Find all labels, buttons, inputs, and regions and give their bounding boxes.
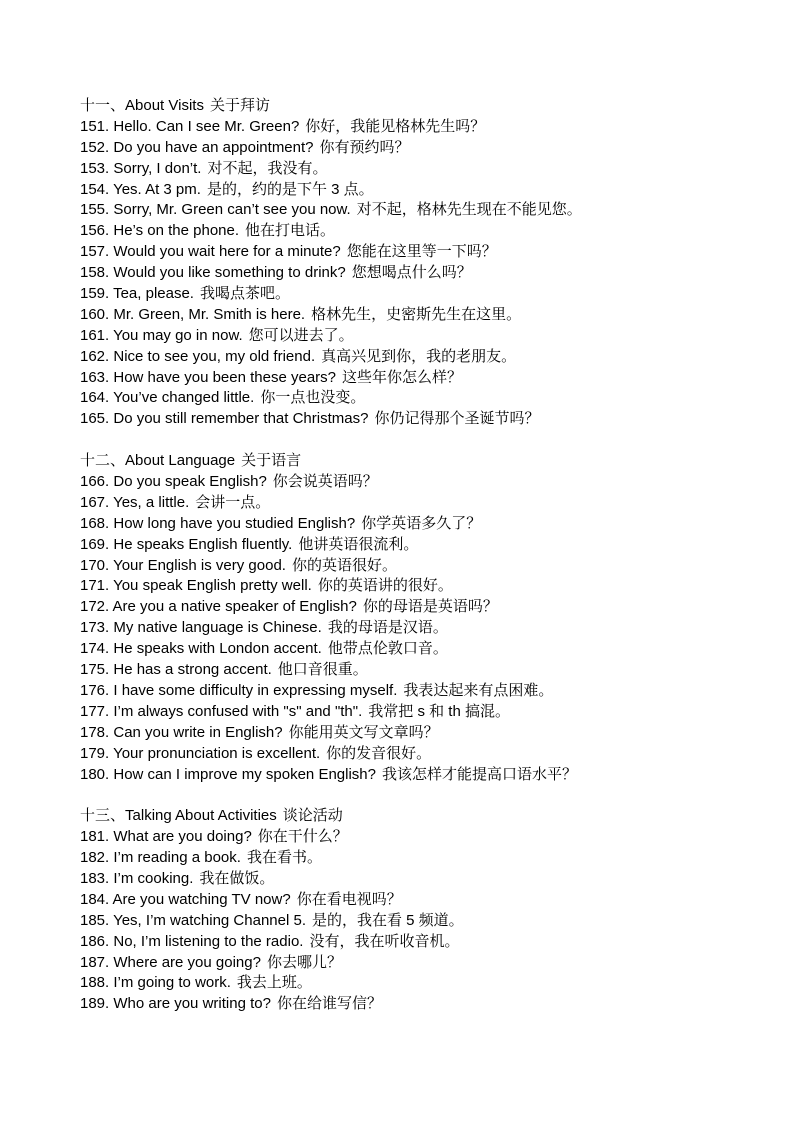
phrase-chinese: 您可以进去了。 (248, 326, 354, 344)
section-heading-english: About Visits (125, 97, 204, 114)
phrase-line (80, 263, 780, 284)
phrase-line (80, 117, 780, 138)
phrase-chinese: 你一点也没变。 (260, 389, 366, 407)
phrase-line (80, 305, 780, 326)
phrase-english: 181. What are you doing? (80, 828, 252, 846)
phrase-english: 159. Tea, please. (80, 285, 194, 303)
section-heading-english: Talking About Activities (125, 807, 277, 825)
phrase-line (80, 827, 780, 848)
phrase-line (80, 472, 780, 493)
phrase-line (80, 347, 780, 368)
phrase-line (80, 535, 780, 556)
document-body (80, 96, 780, 1015)
phrase-english: 186. No, I’m listening to the radio. (80, 932, 304, 950)
phrase-chinese: 没有，我在听收音机。 (309, 932, 460, 950)
phrase-chinese: 你学英语多久了？ (361, 514, 482, 532)
phrase-line (80, 681, 780, 702)
phrase-line (80, 848, 780, 869)
phrase-chinese: 格林先生，史密斯先生在这里。 (311, 305, 522, 323)
phrase-english: 185. Yes, I’m watching Channel 5. (80, 911, 306, 929)
phrase-line (80, 932, 780, 953)
phrase-english: 170. Your English is very good. (80, 556, 286, 574)
phrase-line (80, 221, 780, 242)
phrase-english: 180. How can I improve my spoken English? (80, 765, 376, 783)
phrase-line (80, 576, 780, 597)
phrase-chinese: 真高兴见到你，我的老朋友。 (321, 347, 517, 365)
phrase-line (80, 326, 780, 347)
phrase-english: 151. Hello. Can I see Mr. Green? (80, 117, 300, 135)
phrase-chinese: 我喝点茶吧。 (199, 285, 290, 303)
phrase-english: 183. I’m cooking. (80, 869, 194, 887)
phrase-chinese: 你的英语讲的很好。 (317, 577, 453, 595)
phrase-line (80, 911, 780, 932)
phrase-line (80, 159, 780, 180)
phrase-english: 187. Where are you going? (80, 953, 261, 971)
phrase-line (80, 953, 780, 974)
phrase-chinese: 我常把 s 和 th 搞混。 (368, 702, 510, 720)
section (80, 451, 780, 785)
phrase-english: 169. He speaks English fluently. (80, 535, 293, 553)
phrase-chinese: 你能用英文写文章吗？ (288, 723, 439, 741)
phrase-chinese: 你去哪儿？ (266, 953, 342, 971)
phrase-chinese: 是的，约的是下午 3 点。 (206, 180, 374, 198)
phrase-chinese: 是的，我在看 5 频道。 (311, 911, 464, 929)
phrase-chinese: 您想喝点什么吗？ (351, 264, 472, 282)
phrase-chinese: 会讲一点。 (195, 493, 271, 511)
phrase-chinese: 我该怎样才能提高口语水平？ (381, 765, 577, 783)
phrase-line (80, 890, 780, 911)
phrase-english: 168. How long have you studied English? (80, 514, 356, 532)
phrase-line (80, 388, 780, 409)
phrase-line (80, 660, 780, 681)
phrase-line (80, 765, 780, 786)
phrase-english: 164. You’ve changed little. (80, 389, 255, 407)
phrase-english: 160. Mr. Green, Mr. Smith is here. (80, 305, 306, 323)
phrase-chinese: 我的母语是汉语。 (327, 619, 448, 637)
phrase-english: 175. He has a strong accent. (80, 661, 272, 679)
phrase-english: 165. Do you still remember that Christmas? (80, 410, 369, 428)
phrase-line (80, 242, 780, 263)
section-heading-prefix: 十二、 (80, 452, 126, 470)
phrase-line (80, 702, 780, 723)
phrase-chinese: 你会说英语吗？ (272, 473, 378, 491)
phrase-english: 182. I’m reading a book. (80, 849, 241, 867)
phrase-chinese: 对不起，格林先生现在不能见您。 (356, 201, 582, 219)
phrase-chinese: 你的英语很好。 (291, 556, 397, 574)
phrase-english: 156. He’s on the phone. (80, 222, 240, 240)
phrase-english: 173. My native language is Chinese. (80, 619, 322, 637)
phrase-english: 154. Yes. At 3 pm. (80, 180, 201, 198)
phrase-chinese: 我表达起来有点困难。 (403, 681, 554, 699)
phrase-chinese: 你仍记得那个圣诞节吗？ (374, 410, 540, 428)
phrase-english: 188. I’m going to work. (80, 974, 231, 992)
phrase-english: 155. Sorry, Mr. Green can’t see you now. (80, 201, 351, 219)
phrase-line (80, 368, 780, 389)
phrase-english: 184. Are you watching TV now? (80, 890, 291, 908)
phrase-line (80, 200, 780, 221)
phrase-chinese: 你在干什么？ (257, 828, 348, 846)
phrase-english: 189. Who are you writing to? (80, 995, 271, 1013)
phrase-line (80, 514, 780, 535)
phrase-line (80, 556, 780, 577)
section-heading (80, 806, 780, 827)
phrase-english: 158. Would you like something to drink? (80, 264, 346, 282)
section-heading-chinese: 谈论活动 (282, 807, 343, 825)
section (80, 96, 780, 430)
section-spacer (80, 430, 780, 451)
section-heading-prefix: 十三、 (80, 807, 126, 825)
phrase-chinese: 你的母语是英语吗？ (362, 598, 498, 616)
section-heading (80, 451, 780, 472)
phrase-line (80, 409, 780, 430)
phrase-chinese: 你好，我能见格林先生吗？ (305, 117, 486, 135)
phrase-english: 162. Nice to see you, my old friend. (80, 347, 316, 365)
phrase-line (80, 180, 780, 201)
phrase-chinese: 他口音很重。 (277, 661, 368, 679)
section (80, 806, 780, 1015)
phrase-english: 178. Can you write in English? (80, 723, 283, 741)
phrase-chinese: 这些年你怎么样？ (342, 368, 463, 386)
section-spacer (80, 785, 780, 806)
phrase-english: 172. Are you a native speaker of English? (80, 598, 357, 616)
section-heading-chinese: 关于语言 (241, 452, 302, 470)
phrase-chinese: 我在做饭。 (199, 869, 275, 887)
phrase-english: 152. Do you have an appointment? (80, 138, 314, 156)
section-heading-english: About Language (125, 452, 236, 470)
phrase-line (80, 994, 780, 1015)
phrase-english: 176. I have some difficulty in expressing myself. (80, 681, 398, 699)
phrase-line (80, 618, 780, 639)
section-heading (80, 96, 780, 117)
phrase-line (80, 597, 780, 618)
phrase-chinese: 他讲英语很流利。 (298, 535, 419, 553)
phrase-english: 177. I’m always confused with "s" and "th". (80, 702, 363, 720)
phrase-line (80, 639, 780, 660)
phrase-chinese: 我去上班。 (236, 974, 312, 992)
phrase-english: 166. Do you speak English? (80, 473, 267, 491)
phrase-english: 153. Sorry, I don’t. (80, 159, 202, 177)
phrase-english: 163. How have you been these years? (80, 368, 337, 386)
phrase-chinese: 你的发音很好。 (326, 744, 432, 762)
phrase-chinese: 你有预约吗？ (319, 138, 410, 156)
phrase-english: 161. You may go in now. (80, 326, 243, 344)
section-heading-prefix: 十一、 (80, 97, 126, 114)
phrase-chinese: 我在看书。 (246, 849, 322, 867)
phrase-line (80, 723, 780, 744)
phrase-line (80, 284, 780, 305)
phrase-english: 179. Your pronunciation is excellent. (80, 744, 321, 762)
phrase-english: 167. Yes, a little. (80, 493, 190, 511)
phrase-chinese: 他在打电话。 (245, 222, 336, 240)
phrase-english: 157. Would you wait here for a minute? (80, 243, 341, 261)
phrase-chinese: 他带点伦敦口音。 (327, 640, 448, 658)
phrase-chinese: 你在给谁写信？ (276, 995, 382, 1013)
section-heading-chinese: 关于拜访 (209, 97, 270, 114)
phrase-line (80, 869, 780, 890)
phrase-line (80, 493, 780, 514)
phrase-english: 171. You speak English pretty well. (80, 577, 312, 595)
phrase-line (80, 138, 780, 159)
phrase-line (80, 744, 780, 765)
phrase-english: 174. He speaks with London accent. (80, 640, 322, 658)
phrase-line (80, 973, 780, 994)
phrase-chinese: 您能在这里等一下吗？ (346, 243, 497, 261)
phrase-chinese: 你在看电视吗？ (296, 890, 402, 908)
phrase-chinese: 对不起，我没有。 (207, 159, 328, 177)
